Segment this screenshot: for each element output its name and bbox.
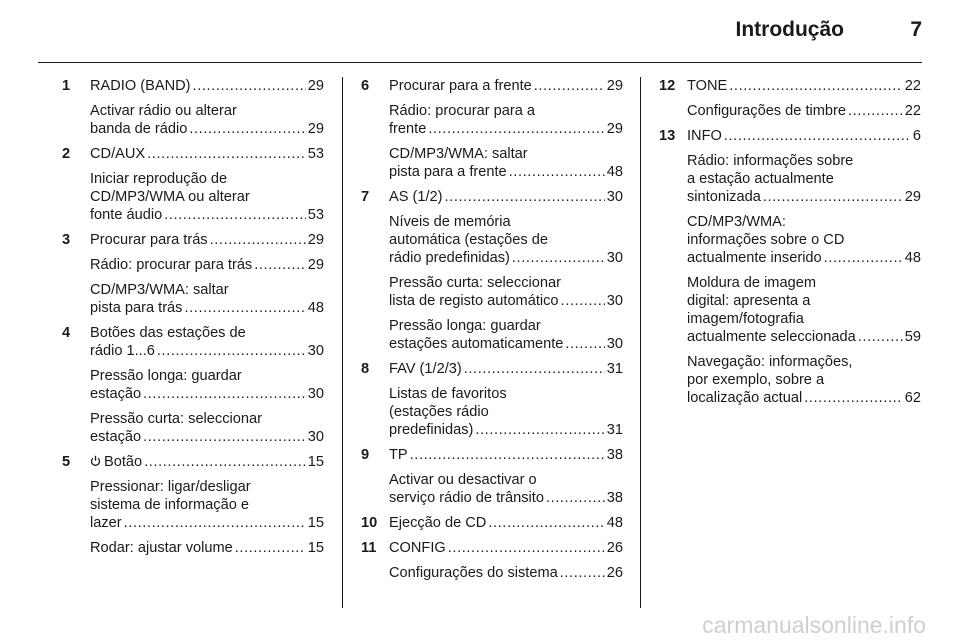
toc-line[interactable] bbox=[389, 539, 623, 557]
page-ref[interactable]: 48 bbox=[904, 250, 921, 266]
line-text bbox=[90, 145, 145, 163]
line-text: automática (estações de bbox=[389, 232, 548, 248]
leader-dots bbox=[445, 188, 605, 206]
entry-number: 6 bbox=[361, 78, 370, 94]
line-text: Navegação: informações, bbox=[687, 354, 853, 370]
line-text-part: rádio 1...6 bbox=[90, 343, 155, 359]
page-ref[interactable]: 48 bbox=[606, 515, 623, 531]
column-1 bbox=[62, 77, 324, 564]
page-ref[interactable]: 26 bbox=[606, 565, 623, 581]
line-text-part: banda de rádio bbox=[90, 121, 188, 137]
leader-dots bbox=[546, 489, 605, 507]
line-text bbox=[389, 514, 486, 532]
line-text: Iniciar reprodução de bbox=[90, 171, 228, 187]
leader-dots bbox=[475, 421, 604, 439]
leader-row bbox=[90, 428, 324, 446]
line-text bbox=[389, 421, 473, 439]
toc-line[interactable] bbox=[687, 77, 921, 95]
line-text-part: RADIO (BAND) bbox=[90, 78, 191, 94]
line-text bbox=[389, 77, 532, 95]
leader-dots bbox=[235, 539, 306, 557]
line-text bbox=[90, 453, 142, 471]
toc-line[interactable] bbox=[389, 564, 623, 582]
page-ref[interactable]: 30 bbox=[307, 343, 324, 359]
leader-dots bbox=[512, 249, 605, 267]
leader-row bbox=[687, 389, 921, 407]
line-text bbox=[687, 328, 856, 346]
header-rule bbox=[38, 62, 922, 63]
line-text bbox=[389, 564, 558, 582]
leader-row bbox=[389, 489, 623, 507]
toc-line[interactable] bbox=[90, 478, 324, 532]
line-text bbox=[389, 163, 507, 181]
line-text-part: Procurar para trás bbox=[90, 232, 208, 248]
line-text-part: Rodar: ajustar volume bbox=[90, 540, 233, 556]
line-text bbox=[687, 188, 761, 206]
toc-line[interactable] bbox=[90, 256, 324, 274]
toc-line[interactable] bbox=[90, 281, 324, 317]
toc-line[interactable] bbox=[389, 317, 623, 353]
toc-line[interactable] bbox=[90, 102, 324, 138]
page-ref[interactable]: 15 bbox=[307, 454, 324, 470]
toc-entry bbox=[361, 514, 623, 532]
entry-number: 3 bbox=[62, 232, 71, 248]
entry-number: 13 bbox=[659, 128, 676, 144]
line-text bbox=[90, 342, 155, 360]
leader-dots bbox=[193, 77, 306, 95]
line-text bbox=[90, 77, 191, 95]
leader-row bbox=[90, 453, 324, 471]
leader-dots bbox=[164, 206, 306, 224]
line-text: CD/MP3/WMA: saltar bbox=[90, 282, 229, 298]
line-text bbox=[90, 514, 122, 532]
line-text-part: CD/AUX bbox=[90, 146, 146, 162]
line-text-part: actualmente seleccionada bbox=[687, 329, 856, 345]
toc-entry bbox=[361, 446, 623, 507]
toc-line[interactable] bbox=[90, 539, 324, 557]
line-text bbox=[687, 389, 802, 407]
toc-entry bbox=[62, 453, 324, 557]
leader-row bbox=[389, 163, 623, 181]
leader-dots bbox=[157, 342, 306, 360]
page-ref[interactable]: 15 bbox=[307, 540, 324, 556]
page-ref[interactable]: 30 bbox=[307, 429, 324, 445]
toc-entry bbox=[361, 77, 623, 181]
line-text-part: actualmente inserido bbox=[687, 250, 822, 266]
toc-line[interactable] bbox=[389, 385, 623, 439]
line-text bbox=[389, 249, 510, 267]
page-ref[interactable]: 59 bbox=[904, 329, 921, 345]
entry-number: 8 bbox=[361, 361, 370, 377]
line-text-part: localização actual bbox=[687, 390, 803, 406]
leader-dots bbox=[464, 360, 605, 378]
line-text-part: sintonizada bbox=[687, 189, 761, 205]
leader-dots bbox=[428, 120, 604, 138]
page-ref[interactable]: 38 bbox=[606, 490, 623, 506]
toc-entry bbox=[62, 77, 324, 138]
line-text: Níveis de memória bbox=[389, 214, 511, 230]
toc-line[interactable] bbox=[687, 127, 921, 145]
line-text-part: Procurar para a frente bbox=[389, 78, 532, 94]
page-ref[interactable]: 53 bbox=[307, 207, 324, 223]
leader-dots bbox=[184, 299, 305, 317]
leader-dots bbox=[124, 514, 306, 532]
toc-entry bbox=[361, 539, 623, 582]
line-text bbox=[389, 292, 559, 310]
line-text bbox=[389, 446, 408, 464]
entry-number: 1 bbox=[62, 78, 71, 94]
column-3 bbox=[659, 77, 921, 414]
column-divider bbox=[342, 77, 343, 608]
leader-dots bbox=[448, 539, 605, 557]
line-text-part: estação bbox=[90, 386, 142, 402]
line-text: CD/MP3/WMA: saltar bbox=[389, 146, 528, 162]
leader-dots bbox=[189, 120, 305, 138]
line-text bbox=[90, 206, 162, 224]
leader-dots bbox=[210, 231, 306, 249]
leader-row bbox=[90, 342, 324, 360]
line-text bbox=[90, 299, 182, 317]
leader-dots bbox=[561, 292, 605, 310]
page-ref[interactable]: 29 bbox=[307, 257, 324, 273]
line-text: por exemplo, sobre a bbox=[687, 372, 825, 388]
line-text: Pressão curta: seleccionar bbox=[90, 411, 262, 427]
leader-dots bbox=[509, 163, 605, 181]
toc-line[interactable] bbox=[90, 231, 324, 249]
toc-line[interactable] bbox=[687, 102, 921, 120]
toc-line[interactable] bbox=[687, 213, 921, 267]
leader-dots bbox=[804, 389, 903, 407]
line-text: informações sobre o CD bbox=[687, 232, 845, 248]
toc-line[interactable] bbox=[389, 102, 623, 138]
leader-row bbox=[389, 360, 623, 378]
toc-entry bbox=[659, 77, 921, 120]
leader-row bbox=[90, 231, 324, 249]
page-ref[interactable]: 38 bbox=[606, 447, 623, 463]
page-ref[interactable]: 31 bbox=[606, 361, 623, 377]
leader-dots bbox=[488, 514, 604, 532]
line-text: a estação actualmente bbox=[687, 171, 834, 187]
leader-dots bbox=[729, 77, 902, 95]
line-text: CD/MP3/WMA: bbox=[687, 214, 786, 230]
page-ref[interactable]: 48 bbox=[606, 164, 623, 180]
leader-dots bbox=[763, 188, 903, 206]
toc-line[interactable] bbox=[90, 367, 324, 403]
leader-row bbox=[90, 514, 324, 532]
line-text: digital: apresenta a bbox=[687, 293, 811, 309]
leader-row bbox=[389, 514, 623, 532]
watermark: carmanualsonline.info bbox=[702, 612, 926, 638]
toc-entry bbox=[361, 360, 623, 439]
toc-entry bbox=[659, 127, 921, 407]
line-text bbox=[90, 428, 141, 446]
toc-line[interactable] bbox=[687, 353, 921, 407]
page-ref[interactable]: 30 bbox=[606, 189, 623, 205]
column-2 bbox=[361, 77, 623, 589]
line-text: Pressão longa: guardar bbox=[389, 318, 541, 334]
page-ref[interactable]: 48 bbox=[307, 300, 324, 316]
toc-line[interactable] bbox=[389, 274, 623, 310]
leader-dots bbox=[143, 385, 306, 403]
line-text bbox=[389, 360, 462, 378]
entry-number: 10 bbox=[361, 515, 378, 531]
line-text-part: Botão bbox=[104, 454, 143, 470]
line-text bbox=[389, 188, 443, 206]
line-text: Moldura de imagem bbox=[687, 275, 816, 291]
leader-dots bbox=[724, 127, 911, 145]
page-ref[interactable]: 29 bbox=[606, 78, 623, 94]
page-ref[interactable]: 29 bbox=[606, 121, 623, 137]
line-text bbox=[90, 256, 252, 274]
toc-line[interactable] bbox=[389, 471, 623, 507]
entry-number: 4 bbox=[62, 325, 71, 341]
leader-dots bbox=[410, 446, 605, 464]
page-number: 7 bbox=[910, 18, 922, 41]
leader-row bbox=[687, 249, 921, 267]
page-ref[interactable]: 22 bbox=[904, 78, 921, 94]
toc-line[interactable] bbox=[389, 77, 623, 95]
line-text-part: pista para trás bbox=[90, 300, 183, 316]
page-ref[interactable]: 31 bbox=[606, 422, 623, 438]
page-ref[interactable]: 30 bbox=[307, 386, 324, 402]
leader-row bbox=[687, 102, 921, 120]
page-ref[interactable]: 30 bbox=[606, 293, 623, 309]
leader-row bbox=[90, 385, 324, 403]
leader-dots bbox=[534, 77, 605, 95]
line-text-part: TONE bbox=[687, 78, 728, 94]
entry-number: 11 bbox=[361, 540, 377, 556]
entry-number: 2 bbox=[62, 146, 71, 162]
line-text-part: lista de registo automático bbox=[389, 293, 559, 309]
leader-row bbox=[687, 127, 921, 145]
leader-row bbox=[389, 421, 623, 439]
entry-number: 5 bbox=[62, 454, 71, 470]
leader-dots bbox=[143, 428, 306, 446]
line-text: sistema de informação e bbox=[90, 497, 249, 513]
line-text-part: lazer bbox=[90, 515, 122, 531]
leader-dots bbox=[565, 335, 604, 353]
line-text: Rádio: informações sobre bbox=[687, 153, 854, 169]
line-text-part: Configurações do sistema bbox=[389, 565, 558, 581]
line-text bbox=[389, 489, 544, 507]
line-text: Pressionar: ligar/desligar bbox=[90, 479, 251, 495]
line-text-part: INFO bbox=[687, 128, 722, 144]
line-text: Pressão curta: seleccionar bbox=[389, 275, 561, 291]
toc-line[interactable] bbox=[90, 145, 324, 163]
leader-row bbox=[389, 335, 623, 353]
leader-row bbox=[389, 564, 623, 582]
leader-row bbox=[90, 299, 324, 317]
toc-line[interactable] bbox=[90, 77, 324, 95]
toc-entry bbox=[361, 188, 623, 353]
line-text bbox=[90, 539, 233, 557]
leader-row bbox=[90, 206, 324, 224]
line-text-part: TP bbox=[389, 447, 408, 463]
leader-dots bbox=[848, 102, 903, 120]
line-text-part: predefinidas) bbox=[389, 422, 474, 438]
toc-line[interactable] bbox=[389, 145, 623, 181]
leader-dots bbox=[858, 328, 903, 346]
toc-line[interactable] bbox=[687, 152, 921, 206]
leader-dots bbox=[824, 249, 903, 267]
line-text bbox=[389, 335, 563, 353]
line-text-part: CONFIG bbox=[389, 540, 446, 556]
toc-line[interactable] bbox=[90, 170, 324, 224]
leader-row bbox=[389, 446, 623, 464]
leader-row bbox=[687, 188, 921, 206]
line-text-part: estação bbox=[90, 429, 142, 445]
leader-row bbox=[389, 188, 623, 206]
line-text-part: frente bbox=[389, 121, 427, 137]
line-text bbox=[687, 249, 822, 267]
toc-line[interactable] bbox=[687, 274, 921, 346]
line-text: Listas de favoritos bbox=[389, 386, 507, 402]
line-text: Activar ou desactivar o bbox=[389, 472, 537, 488]
line-text-part: pista para a frente bbox=[389, 164, 507, 180]
line-text bbox=[687, 127, 722, 145]
line-text: CD/MP3/WMA ou alterar bbox=[90, 189, 250, 205]
leader-row bbox=[389, 120, 623, 138]
leader-row bbox=[687, 77, 921, 95]
page-ref[interactable]: 29 bbox=[307, 232, 324, 248]
leader-row bbox=[90, 539, 324, 557]
leader-row bbox=[90, 120, 324, 138]
line-text-part: Ejecção de CD bbox=[389, 515, 487, 531]
line-text-part: FAV (1/2/3) bbox=[389, 361, 462, 377]
line-text: imagem/fotografia bbox=[687, 311, 804, 327]
toc-line[interactable] bbox=[90, 453, 324, 471]
toc-entry bbox=[62, 324, 324, 446]
power-icon bbox=[90, 454, 101, 466]
line-text bbox=[389, 120, 426, 138]
line-text-part: estações automaticamente bbox=[389, 336, 564, 352]
toc-line[interactable] bbox=[389, 188, 623, 206]
toc-line[interactable] bbox=[389, 213, 623, 267]
page-header bbox=[0, 18, 960, 48]
line-text: Pressão longa: guardar bbox=[90, 368, 242, 384]
toc-line[interactable] bbox=[389, 360, 623, 378]
page-ref[interactable]: 53 bbox=[307, 146, 324, 162]
toc-line[interactable] bbox=[90, 410, 324, 446]
line-text-part: Configurações de timbre bbox=[687, 103, 846, 119]
leader-dots bbox=[147, 145, 306, 163]
page-ref[interactable]: 22 bbox=[904, 103, 921, 119]
page-ref[interactable]: 6 bbox=[912, 128, 921, 144]
page-ref[interactable]: 29 bbox=[307, 121, 324, 137]
toc-line[interactable] bbox=[389, 446, 623, 464]
page-title: Introdução bbox=[735, 18, 844, 41]
line-text-part: fonte áudio bbox=[90, 207, 163, 223]
line-text-part: AS (1/2) bbox=[389, 189, 443, 205]
leader-row bbox=[389, 292, 623, 310]
line-text bbox=[389, 539, 446, 557]
line-text: Botões das estações de bbox=[90, 325, 246, 341]
leader-row bbox=[389, 249, 623, 267]
page-ref[interactable]: 29 bbox=[307, 78, 324, 94]
page-ref[interactable]: 15 bbox=[307, 515, 324, 531]
line-text bbox=[90, 231, 208, 249]
line-text-part: serviço rádio de trânsito bbox=[389, 490, 544, 506]
leader-dots bbox=[560, 564, 605, 582]
line-text bbox=[687, 77, 727, 95]
leader-dots bbox=[254, 256, 306, 274]
page-ref[interactable]: 30 bbox=[606, 336, 623, 352]
leader-row bbox=[90, 256, 324, 274]
leader-row bbox=[90, 77, 324, 95]
entry-number: 7 bbox=[361, 189, 370, 205]
toc-entry bbox=[62, 231, 324, 317]
line-text bbox=[687, 102, 846, 120]
leader-row bbox=[687, 328, 921, 346]
column-divider bbox=[640, 77, 641, 608]
line-text bbox=[90, 385, 141, 403]
line-text bbox=[90, 120, 187, 138]
leader-row bbox=[90, 145, 324, 163]
page-ref[interactable]: 30 bbox=[606, 250, 623, 266]
entry-number: 9 bbox=[361, 447, 370, 463]
page-ref[interactable]: 62 bbox=[904, 390, 921, 406]
toc-entry bbox=[62, 145, 324, 224]
line-text: (estações rádio bbox=[389, 404, 489, 420]
page-ref[interactable]: 26 bbox=[606, 540, 623, 556]
page-ref[interactable]: 29 bbox=[904, 189, 921, 205]
toc-line[interactable] bbox=[389, 514, 623, 532]
line-text-part: Rádio: procurar para trás bbox=[90, 257, 253, 273]
line-text-part: rádio predefinidas) bbox=[389, 250, 510, 266]
leader-dots bbox=[144, 453, 306, 471]
line-text: Rádio: procurar para a bbox=[389, 103, 536, 119]
leader-row bbox=[389, 539, 623, 557]
toc-line[interactable] bbox=[90, 324, 324, 360]
leader-row bbox=[389, 77, 623, 95]
entry-number: 12 bbox=[659, 78, 676, 94]
line-text: Activar rádio ou alterar bbox=[90, 103, 237, 119]
